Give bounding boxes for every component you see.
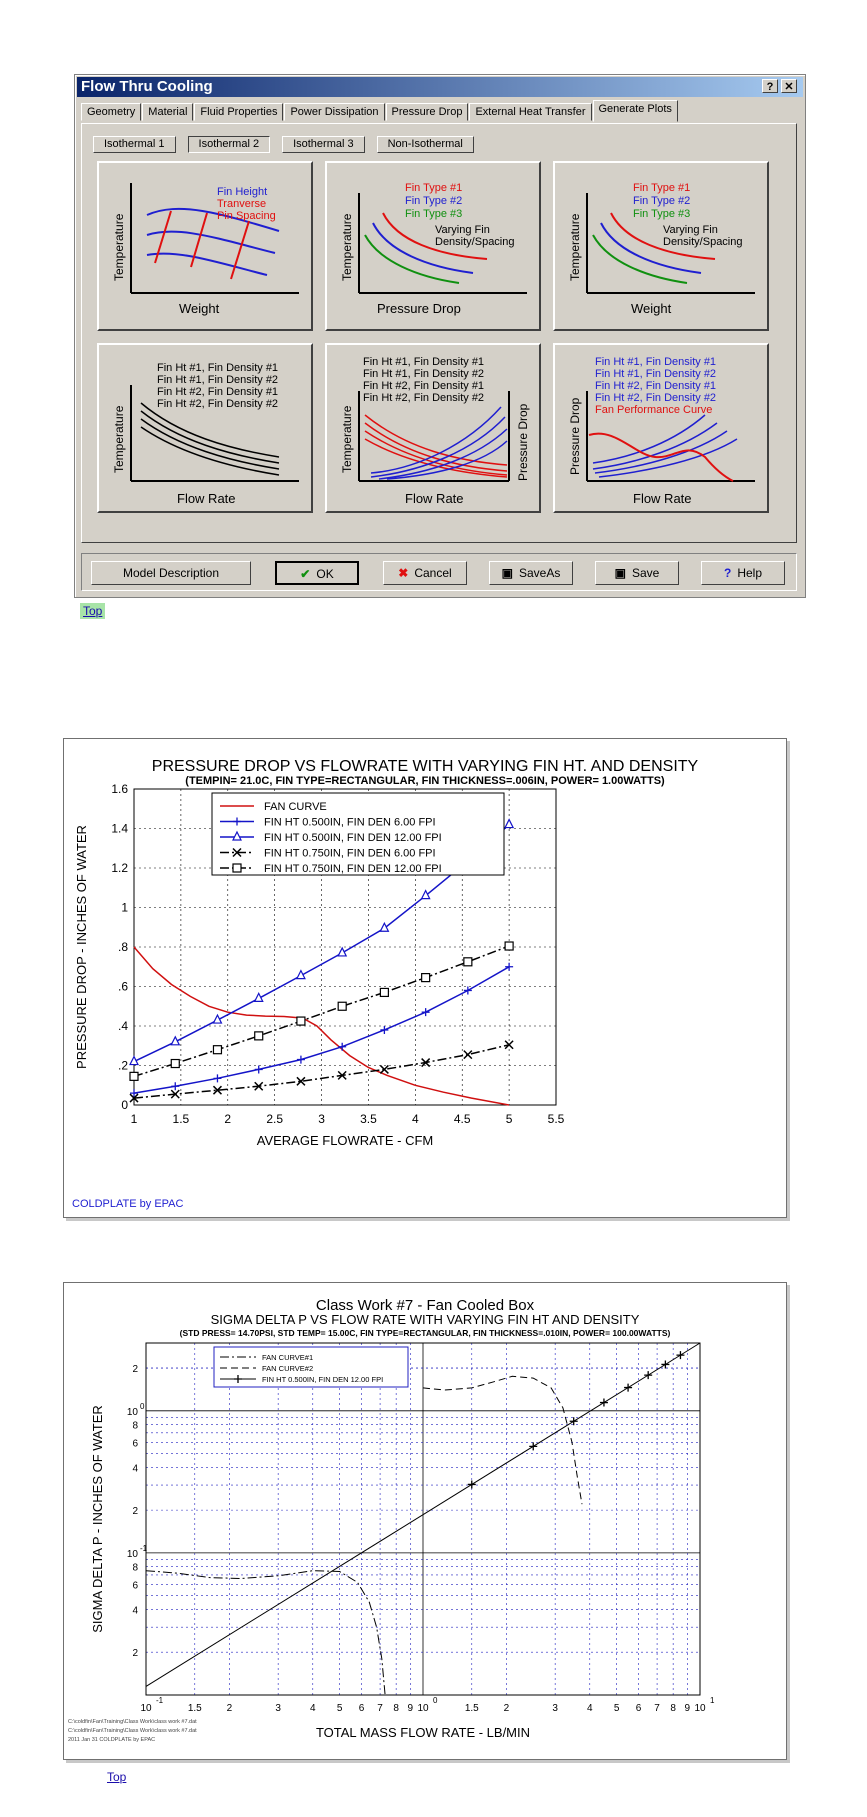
sub-tabs <box>93 136 474 153</box>
chart2-xtick: 4 <box>586 1703 593 1714</box>
plot2-note-1: Varying Fin <box>435 224 490 236</box>
chart2-xtick: 7 <box>654 1703 660 1714</box>
chart2-ytick: 4 <box>132 1463 138 1475</box>
floppy-disk-icon: ▣ <box>501 566 513 580</box>
chart1-point-1 <box>255 1065 263 1073</box>
chart1-ytick: 1 <box>121 900 128 915</box>
chart2-ytick: 6 <box>132 1438 138 1450</box>
chart2-xtick: 3 <box>275 1703 281 1714</box>
chart1-point-4 <box>422 974 430 982</box>
plot1-ylabel: Temperature <box>112 213 126 281</box>
chart2-point-2 <box>570 1417 578 1425</box>
chart2-subtitle: SIGMA DELTA P VS FLOW RATE WITH VARYING FIN HT AND DENSITY <box>210 1312 640 1327</box>
chart2-ytick: 4 <box>132 1605 138 1617</box>
subtab-isothermal-3[interactable]: Isothermal 3 <box>282 136 365 153</box>
plot1-xlabel: Weight <box>179 301 220 316</box>
chart1-legend-label-4: FIN HT 0.750IN, FIN DEN 12.00 FPI <box>264 863 442 875</box>
chart2-series-line-0 <box>146 1571 385 1695</box>
cancel-label: Cancel <box>414 566 452 580</box>
plot-option-weight-fin-height[interactable] <box>97 161 313 331</box>
ok-label: OK <box>316 567 334 581</box>
chart1-point-1 <box>505 963 513 971</box>
plot-option-flowrate-temperature[interactable] <box>97 343 313 513</box>
chart2-point-2 <box>624 1384 632 1392</box>
plot5-legend-1: Fin Ht #1, Fin Density #2 <box>363 368 485 380</box>
chart2-point-2 <box>644 1371 652 1379</box>
chart2-xtick: 10 <box>417 1703 429 1714</box>
chart2-xtick: 1.5 <box>187 1703 202 1714</box>
plot3-xlabel: Weight <box>631 301 672 316</box>
plot6-legend-1: Fin Ht #1, Fin Density #2 <box>595 368 717 380</box>
help-title-button[interactable]: ? <box>762 79 778 93</box>
plot5-xlabel: Flow Rate <box>405 491 464 506</box>
chart2-footnote-0: C:\coldfin\Fan\Training\Class Work\class work #7.dat <box>68 1719 197 1725</box>
chart1-ytick: 0 <box>121 1098 128 1112</box>
chart2-point-2 <box>600 1399 608 1407</box>
tab-fluid-properties[interactable]: Fluid Properties <box>194 103 283 121</box>
chart2-xtick-exp: -1 <box>156 1696 164 1705</box>
chart2-ytick: 10 <box>126 1406 138 1418</box>
chart1-ytick: .8 <box>117 940 128 954</box>
plot6-xlabel: Flow Rate <box>633 491 692 506</box>
chart1-point-4 <box>380 988 388 996</box>
chart1-legend-label-1: FIN HT 0.500IN, FIN DEN 6.00 FPI <box>264 816 436 829</box>
chart2-ytick: 6 <box>132 1580 138 1592</box>
chart2-xlabel: TOTAL MASS FLOW RATE - LB/MIN <box>315 1725 531 1740</box>
chart2-legend-label-1: FAN CURVE#2 <box>262 1364 314 1373</box>
chart1-xtick: 3.5 <box>360 1112 377 1126</box>
plot5-legend-3: Fin Ht #2, Fin Density #2 <box>363 392 485 404</box>
chart1-ytick: 1.4 <box>111 821 128 836</box>
chart1-point-1 <box>213 1074 221 1082</box>
plot6-legend-4: Fan Performance Curve <box>595 404 713 416</box>
chart2-xtick: 2 <box>226 1703 233 1714</box>
tab-material[interactable]: Material <box>142 103 193 121</box>
chart1-xtick: 4 <box>411 1112 419 1126</box>
plot6-legend-0: Fin Ht #1, Fin Density #1 <box>595 356 717 368</box>
plot5-ylabel: Temperature <box>340 405 354 473</box>
plot4-legend-3: Fin Ht #2, Fin Density #2 <box>157 398 279 410</box>
chart2-xtick-exp: 1 <box>710 1696 715 1705</box>
tab-geometry[interactable]: Geometry <box>81 103 141 121</box>
chart1-xlabel: AVERAGE FLOWRATE - CFM <box>256 1133 434 1148</box>
chart2-point-2 <box>529 1442 537 1450</box>
chart1-credit: COLDPLATE by EPAC <box>72 1198 184 1210</box>
plot2-legend-2: Fin Type #3 <box>405 208 463 220</box>
checkmark-icon: ✔ <box>300 567 311 581</box>
help-label: Help <box>737 566 763 580</box>
chart1-legend-label-0: FAN CURVE <box>264 801 327 813</box>
plot3-note-2: Density/Spacing <box>663 236 743 248</box>
plot2-legend-1: Fin Type #2 <box>405 195 463 207</box>
tab-external-heat-transfer[interactable]: External Heat Transfer <box>469 103 591 121</box>
subtab-non-isothermal[interactable]: Non-Isothermal <box>377 136 474 153</box>
chart1-legend-label-3: FIN HT 0.750IN, FIN DEN 6.00 FPI <box>264 847 436 860</box>
question-mark-icon: ? <box>723 566 732 580</box>
chart1-point-1 <box>338 1043 346 1051</box>
save-label: Save <box>631 566 660 580</box>
chart2-point-2 <box>661 1360 669 1368</box>
chart1-point-2 <box>380 923 388 931</box>
plot4-legend-1: Fin Ht #1, Fin Density #2 <box>157 374 279 386</box>
chart2-ytick-exp: -1 <box>140 1543 148 1553</box>
chart2-xtick-exp: 0 <box>433 1696 438 1705</box>
sigma-delta-p-chart <box>63 1282 787 1760</box>
plot2-xlabel: Pressure Drop <box>377 301 461 316</box>
plot6-legend-2: Fin Ht #2, Fin Density #1 <box>595 380 717 392</box>
chart2-xtick: 9 <box>684 1703 691 1714</box>
sigma-delta-p-chart-svg <box>64 1283 786 1759</box>
tab-pressure-drop[interactable]: Pressure Drop <box>386 103 469 121</box>
ok-button[interactable] <box>275 561 359 585</box>
chart1-ytick: .6 <box>117 979 128 994</box>
chart2-xtick: 5 <box>336 1703 343 1714</box>
chart2-ytick: 2 <box>132 1506 138 1518</box>
chart1-point-1 <box>171 1082 179 1090</box>
chart1-legend-label-2: FIN HT 0.500IN, FIN DEN 12.00 FPI <box>264 832 442 844</box>
plot-option-flowrate-temperature-pressure[interactable] <box>325 343 541 513</box>
chart1-point-4 <box>297 1017 305 1025</box>
chart2-ytick: 2 <box>132 1364 138 1376</box>
chart1-xtick: 1.5 <box>172 1112 190 1126</box>
chart1-point-3 <box>464 1051 472 1059</box>
chart1-point-4 <box>505 942 513 950</box>
model-description-label: Model Description <box>122 566 220 580</box>
plot4-legend-0: Fin Ht #1, Fin Density #1 <box>157 362 279 374</box>
chart1-legend-marker-4 <box>233 864 241 872</box>
chart1-title: PRESSURE DROP VS FLOWRATE WITH VARYING FIN HT. AND DENSITY <box>151 758 699 775</box>
pressure-drop-chart-svg <box>64 739 786 1217</box>
plot-option-pressure-drop-fin-type[interactable] <box>325 161 541 331</box>
plot4-ylabel: Temperature <box>112 405 126 473</box>
chart2-ytick: 8 <box>132 1562 138 1574</box>
chart2-xtick: 8 <box>670 1703 676 1714</box>
window-title: Flow Thru Cooling <box>81 78 213 95</box>
plot1-legend-1: Tranverse <box>217 198 267 210</box>
chart1-ytick: .2 <box>117 1058 128 1073</box>
chart2-ytick: 8 <box>132 1420 138 1432</box>
chart2-xtick: 9 <box>407 1703 414 1714</box>
chart2-xtick: 10 <box>694 1703 706 1714</box>
chart1-point-4 <box>255 1032 263 1040</box>
flow-thru-cooling-dialog <box>74 74 806 598</box>
plot5-legend-2: Fin Ht #2, Fin Density #1 <box>363 380 485 392</box>
subtab-isothermal-2[interactable]: Isothermal 2 <box>188 136 271 153</box>
chart1-xtick: 2.5 <box>266 1112 284 1126</box>
chart1-point-2 <box>505 820 513 828</box>
chart2-xtick: 6 <box>358 1703 365 1714</box>
chart2-xtick: 8 <box>393 1703 399 1714</box>
chart1-point-2 <box>422 891 430 899</box>
chart1-ytick: 1.2 <box>111 861 128 875</box>
chart1-point-4 <box>171 1060 179 1068</box>
plot4-xlabel: Flow Rate <box>177 491 236 506</box>
chart1-xtick: 5.5 <box>547 1112 565 1126</box>
chart1-point-4 <box>464 958 472 966</box>
chart2-footnote-1: C:\coldfin\Fan\Training\Class Work\class work #7.dat <box>68 1728 197 1734</box>
plot6-ylabel: Pressure Drop <box>568 397 582 475</box>
chart1-point-1 <box>380 1026 388 1034</box>
cancel-button[interactable] <box>383 561 467 585</box>
chart1-point-3 <box>380 1065 388 1073</box>
floppy-disk-icon: ▣ <box>614 566 626 580</box>
plot6-legend-3: Fin Ht #2, Fin Density #2 <box>595 392 717 404</box>
chart2-xtick: 1.5 <box>464 1703 479 1714</box>
tab-power-dissipation[interactable]: Power Dissipation <box>284 103 384 121</box>
chart2-title: Class Work #7 - Fan Cooled Box <box>315 1297 535 1314</box>
chart1-xtick: 3 <box>318 1112 325 1126</box>
chart1-ylabel: PRESSURE DROP - INCHES OF WATER <box>74 825 89 1069</box>
chart2-ytick-exp: 0 <box>140 1401 145 1411</box>
chart2-ytick: 10 <box>126 1548 138 1560</box>
plot1-legend-2: Pin Spacing <box>217 210 276 222</box>
chart1-point-4 <box>338 1002 346 1010</box>
chart2-xtick: 3 <box>552 1703 558 1714</box>
chart1-point-4 <box>213 1046 221 1054</box>
chart1-point-1 <box>464 986 472 994</box>
plot2-note-2: Density/Spacing <box>435 236 515 248</box>
model-description-button[interactable] <box>91 561 251 585</box>
chart1-ytick: 1.6 <box>111 782 128 796</box>
subtab-isothermal-1[interactable]: Isothermal 1 <box>93 136 176 153</box>
saveas-button[interactable] <box>489 561 573 585</box>
top-link-bottom[interactable]: Top <box>107 1770 127 1784</box>
chart2-xtick: 5 <box>613 1703 620 1714</box>
help-button[interactable] <box>701 561 785 585</box>
main-tabs <box>81 103 679 123</box>
plot3-legend-2: Fin Type #3 <box>633 208 691 220</box>
chart2-point-2 <box>676 1351 684 1359</box>
plot5-legend-0: Fin Ht #1, Fin Density #1 <box>363 356 485 368</box>
chart2-legend-label-0: FAN CURVE#1 <box>262 1353 314 1362</box>
chart2-xtick: 2 <box>503 1703 510 1714</box>
window-title-bar <box>77 77 803 97</box>
chart2-xtick: 4 <box>309 1703 316 1714</box>
plot-option-flowrate-pressure-fan[interactable] <box>553 343 769 513</box>
plot2-legend-0: Fin Type #1 <box>405 182 463 194</box>
chart1-xtick: 4.5 <box>453 1112 471 1126</box>
chart2-legend-label-2: FIN HT 0.500IN, FIN DEN 12.00 FPI <box>262 1375 384 1384</box>
chart1-point-4 <box>130 1072 138 1080</box>
chart2-footnote-2: 2011 Jan 31 COLDPLATE by EPAC <box>68 1737 156 1743</box>
chart1-point-1 <box>297 1056 305 1064</box>
chart1-xtick: 5 <box>505 1112 513 1126</box>
plot-option-weight-fin-type[interactable] <box>553 161 769 331</box>
chart1-ytick: .4 <box>117 1019 128 1033</box>
plot3-ylabel: Temperature <box>568 213 582 281</box>
plot3-note-1: Varying Fin <box>663 224 718 236</box>
x-mark-icon: ✖ <box>398 566 409 580</box>
chart1-xtick: 1 <box>130 1112 138 1126</box>
saveas-label: SaveAs <box>518 566 561 580</box>
chart2-point-2 <box>468 1480 476 1488</box>
chart2-ytick: 2 <box>132 1648 138 1660</box>
plot3-legend-1: Fin Type #2 <box>633 195 691 207</box>
plot3-legend-0: Fin Type #1 <box>633 182 691 194</box>
plot5-ylabel2: Pressure Drop <box>516 403 530 481</box>
chart2-subtitle2: (STD PRESS= 14.70PSI, STD TEMP= 15.00C, FIN TYPE=RECTANGULAR, FIN THICKNESS=.010IN, POWER= 100.00WATTS) <box>179 1328 671 1338</box>
chart2-ylabel: SIGMA DELTA P - INCHES OF WATER <box>90 1405 105 1633</box>
save-button[interactable] <box>595 561 679 585</box>
plot1-legend-0: Fin Height <box>217 186 268 198</box>
plot4-legend-2: Fin Ht #2, Fin Density #1 <box>157 386 279 398</box>
chart2-xtick: 7 <box>377 1703 383 1714</box>
tab-generate-plots[interactable]: Generate Plots <box>593 100 678 122</box>
close-icon[interactable]: ✕ <box>781 79 797 93</box>
chart1-point-1 <box>422 1008 430 1016</box>
chart1-subtitle: (TEMPIN= 21.0C, FIN TYPE=RECTANGULAR, FIN THICKNESS=.006IN, POWER= 1.00WATTS) <box>185 775 665 787</box>
chart2-xtick: 6 <box>635 1703 642 1714</box>
pressure-drop-chart <box>63 738 787 1218</box>
chart2-xtick: 10 <box>140 1703 152 1714</box>
top-link[interactable]: Top <box>80 603 105 619</box>
chart1-xtick: 2 <box>224 1112 232 1126</box>
plot2-ylabel: Temperature <box>340 213 354 281</box>
